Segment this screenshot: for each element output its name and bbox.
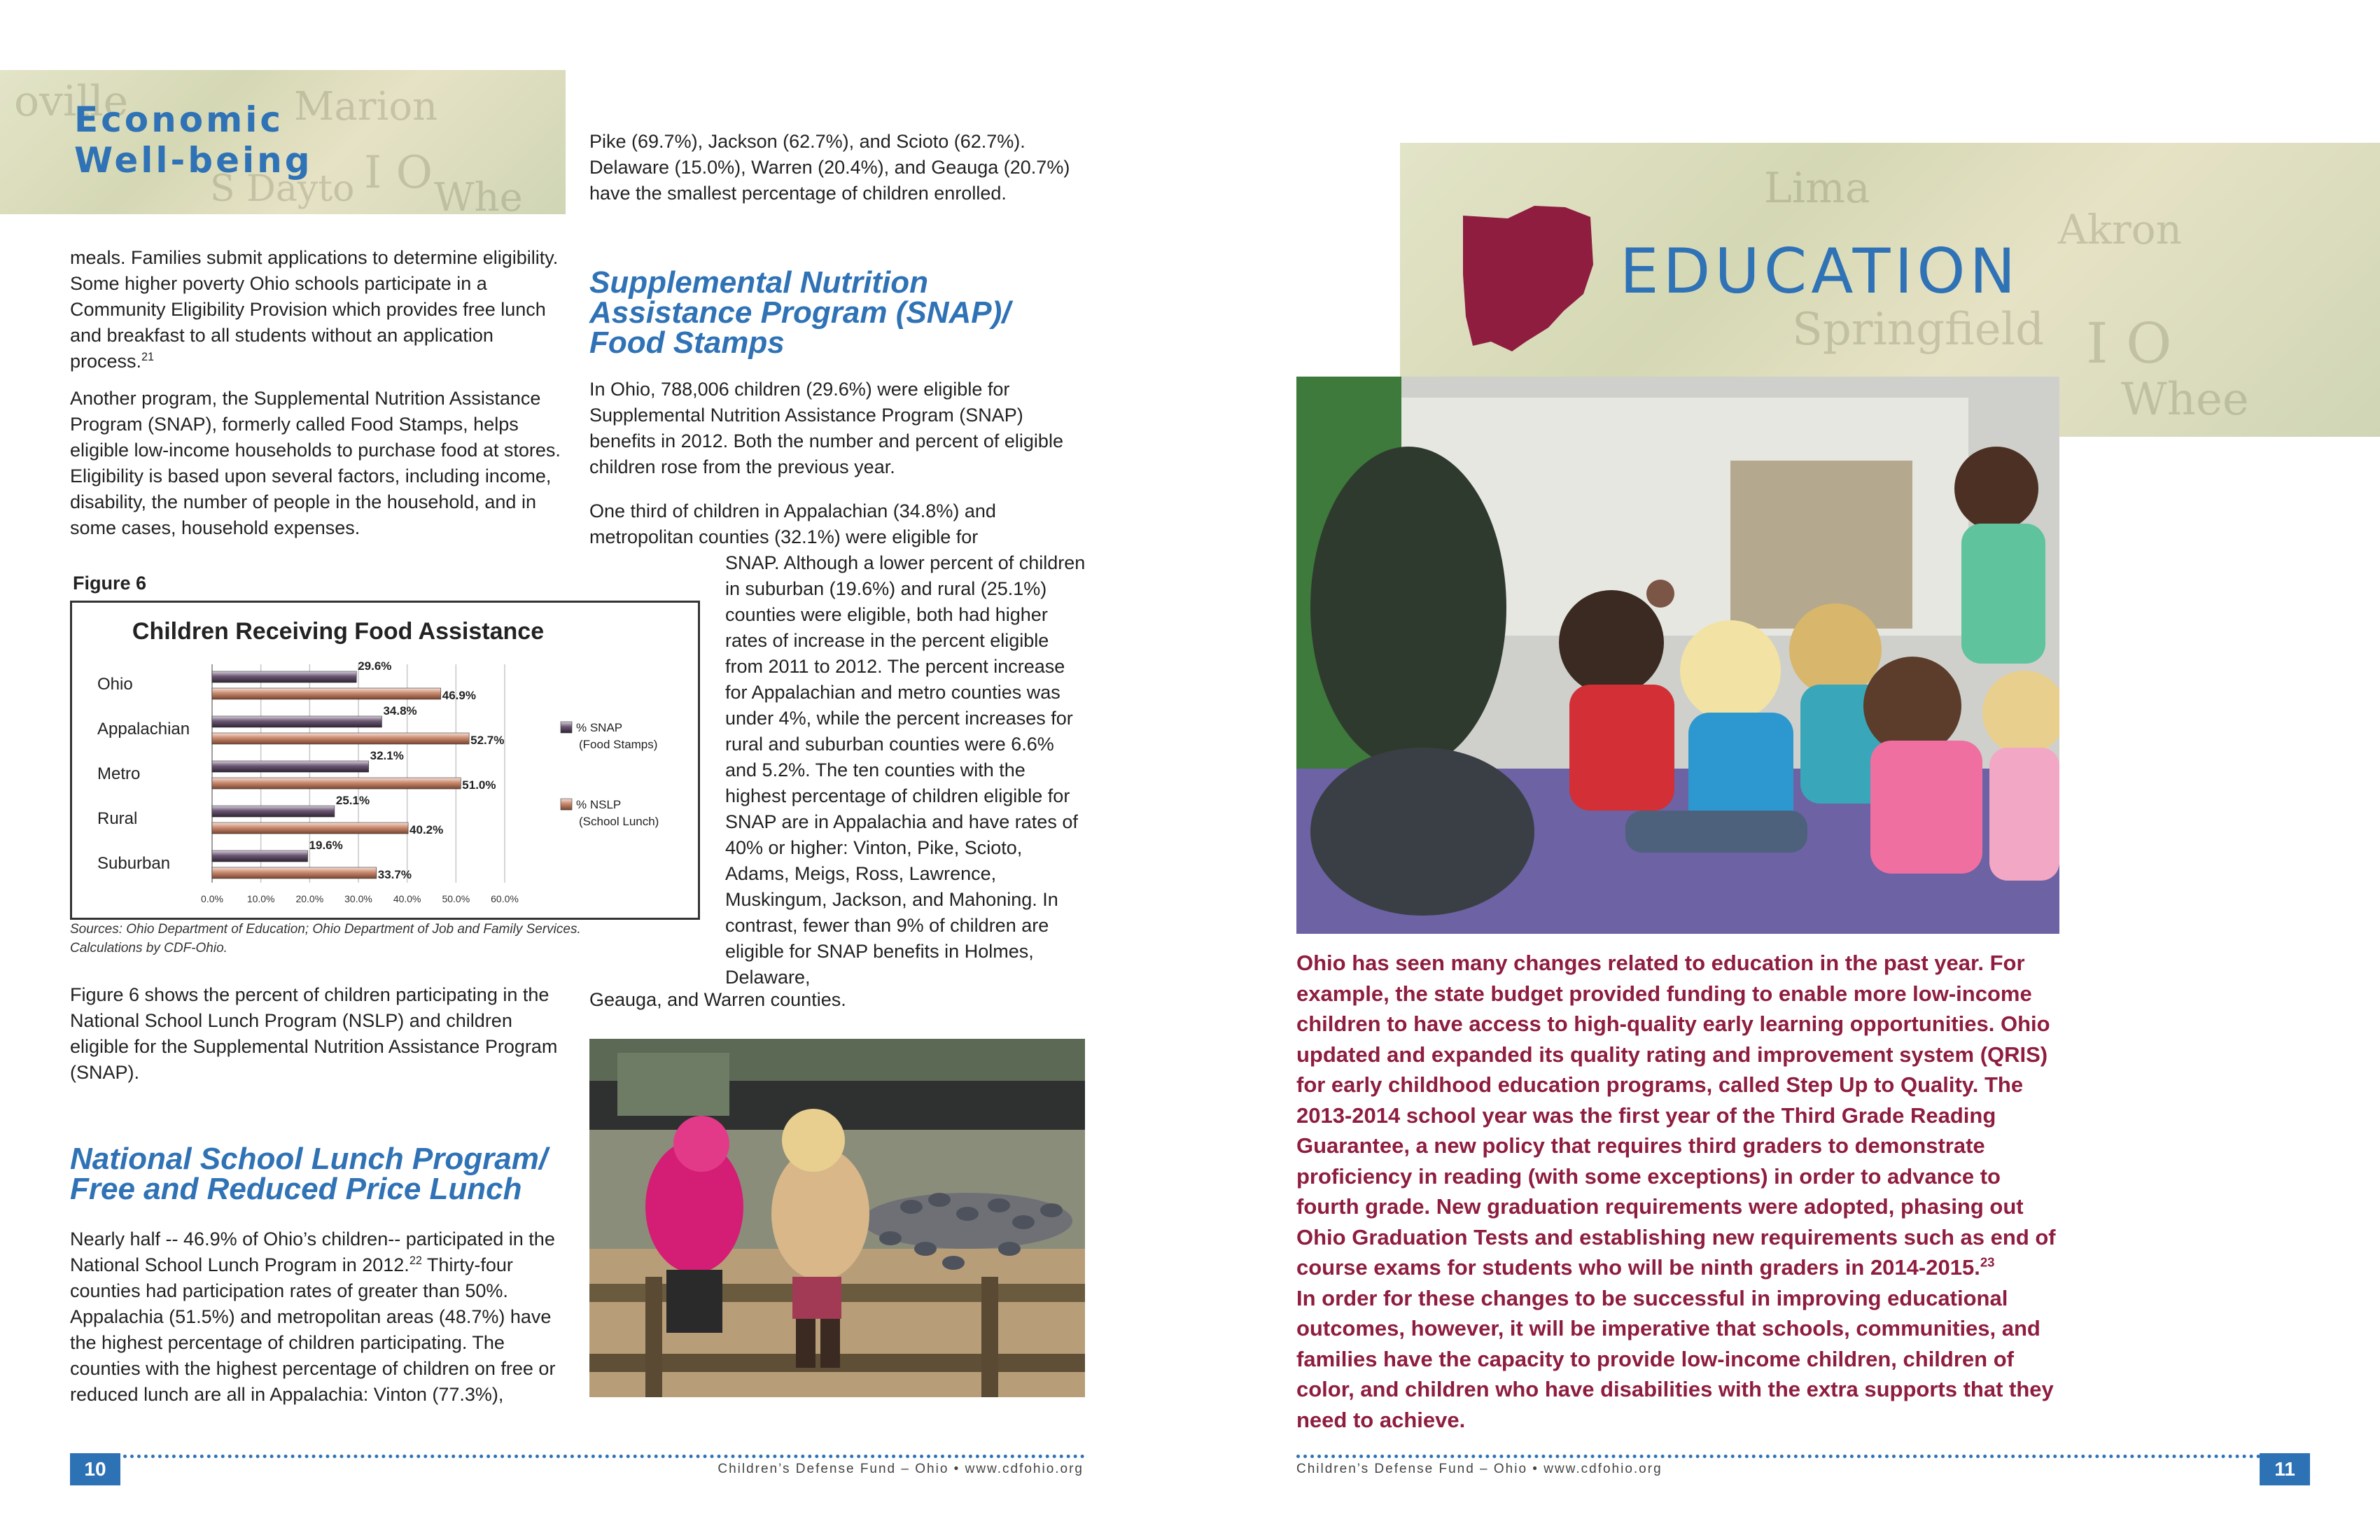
chart-bar [212,716,382,727]
chart-data-label: 25.1% [335,794,370,807]
footer-text-left: Children’s Defense Fund – Ohio • www.cdfohio.org [718,1462,1084,1476]
footer-divider-left [123,1455,1085,1458]
footer-divider-right [1296,1455,2268,1458]
chart-data-label: 46.9% [442,689,476,702]
chart-bar [212,778,461,789]
chart-category-label: Ohio [97,675,133,694]
chart-bar [212,688,441,699]
nslp-paragraph: Nearly half -- 46.9% of Ohio’s children-- participated in the National School Lunch Program in 2012.22 Thirty-four counties had participation rates of greater than 50%. Appalachia (51.5%) and metropolitan areas (48.7%) have the highest percentage of children participating. The counties with the highest percentage of children on free or reduced lunch are all in Appalachia: Vinton (77.3%), [70,1228,556,1405]
chart-x-tick-label: 50.0% [442,893,470,904]
chart-x-tick-label: 10.0% [246,893,275,904]
col1-paragraph-1: meals. Families submit applications to determine eligibility. Some higher poverty Ohio schools participate in a Community Eligibility Provision which provides free lunch and breakfast to all students without an application process.$^{21}$ [70,247,559,372]
snap-paragraph-2-top: One third of children in Appalachian (34.8%) and metropolitan counties (32.1%) were eligible for [589,500,996,547]
nslp-heading: National School Lunch Program/ Free and Reduced Price Lunch [70,1142,548,1206]
chart-bar [212,733,469,744]
chart-legend-swatch [561,799,572,810]
figure-label: Figure 6 [73,573,147,594]
classroom-children-photo [1296,377,2059,934]
snap-paragraph-1: In Ohio, 788,006 children (29.6%) were eligible for Supplemental Nutrition Assistance Program (SNAP) benefits in 2012. Both the number and percent of eligible children rose from the previous year. [589,379,1063,477]
chart-category-label: Appalachian [97,720,190,738]
chart-bar [212,867,377,878]
col2-top-paragraph: Pike (69.7%), Jackson (62.7%), and Scioto (62.7%). Delaware (15.0%), Warren (20.4%), and Geauga (20.7%) have the smallest percentage of children enrolled. [589,131,1070,204]
chart-x-tick-label: 30.0% [344,893,372,904]
chart-x-tick-label: 60.0% [491,893,519,904]
page-number-left: 10 [70,1453,120,1485]
chart-x-tick-label: 20.0% [295,893,324,904]
chart-data-label: 34.8% [383,704,417,718]
chart-legend-label: (School Lunch) [579,815,659,828]
chart-bar [212,761,369,772]
chart-legend-swatch [561,722,572,733]
figure-sources: Sources: Ohio Department of Education; Ohio Department of Job and Family Services. Calculations by CDF-Ohio. [70,922,581,955]
footer-text-right: Children’s Defense Fund – Ohio • www.cdfohio.org [1296,1462,1662,1476]
chart-bar [212,822,408,834]
chart-title: Children Receiving Food Assistance [132,618,545,645]
chart-bar [212,671,356,682]
chart-bar [212,850,308,862]
chart-data-label: 29.6% [358,659,392,673]
chart-x-tick-label: 40.0% [393,893,421,904]
chart-legend-label: (Food Stamps) [579,738,658,751]
chart-data-label: 33.7% [377,868,412,881]
chart-category-label: Rural [97,809,138,828]
chart-bar [212,806,335,817]
chart-data-label: 19.6% [309,839,343,852]
children-pigeons-photo [589,1039,1085,1397]
chart-category-label: Metro [97,764,141,783]
chart-x-tick-label: 0.0% [201,893,223,904]
col1-paragraph-2: Another program, the Supplemental Nutrition Assistance Program (SNAP), formerly called Food Stamps, helps eligible low-income households to purchase food at stores. Eligibility is based upon several factors, including income, disability, the number of people in the household, and in some cases, household expenses. [70,388,561,538]
education-body: Ohio has seen many changes related to education in the past year. For example, the state budget provided funding to enable more low-income children to have access to high-quality early learning opportunities. Ohio updated and expanded its quality rating and improvement system (QRIS) for early childhood education programs, called Step Up to Quality. The 2013-2014 school year was the first year of the Third Grade Reading Guarantee, a new policy that requires third graders to demonstrate proficiency in reading (with some exceptions) in order to advance to fourth grade. New graduation requirements were adopted, phasing out Ohio Graduation Tests and establishing new requirements such as end of course exams for students who will be ninth graders in 2014-2015.23 In order for these changes to be successful in improving educational outcomes, however, it will be imperative that schools, communities, and families have the capacity to provide low-income children, children of color, and children who have disabilities with the extra supports that they need to achieve. [1296,951,2056,1432]
chart-data-label: 52.7% [470,734,505,747]
chart-data-label: 40.2% [410,823,444,836]
education-header-banner: Lima Akron Springfield I O Whee [1400,143,2380,437]
snap-paragraph-2-last: Geauga, and Warren counties. [589,989,846,1010]
education-title: EDUCATION [1620,235,2020,307]
chart-category-label: Suburban [97,854,171,873]
section-title: Economic Well-being [74,99,313,181]
chart-data-label: 51.0% [462,778,496,792]
ohio-state-icon [1459,204,1599,353]
col1-paragraph-3: Figure 6 shows the percent of children participating in the National School Lunch Program (NSLP) and children eligible for the Supplemental Nutrition Assistance Program (SNAP). [70,984,558,1083]
col1-text-top [70,245,567,552]
figure-6-chart [70,601,700,920]
chart-legend-label: % SNAP [576,721,623,734]
food-assistance-chart [72,603,698,918]
economic-header-banner: oville Marion I O S Dayto Whe [0,70,566,214]
chart-legend-label: % NSLP [576,798,622,811]
snap-heading: Supplemental Nutrition Assistance Program (SNAP)/ Food Stamps [589,265,1011,360]
snap-paragraph-2-indented: SNAP. Although a lower percent of children in suburban (19.6%) and rural (25.1%) counties were eligible, both had higher rates of increase in the percent eligible from 2011 to 2012. The percent increase for Appalachian and metro counties was under 4%, while the percent increases for rural and suburban counties were 6.6% and 5.2%. The ten counties with the highest percentage of children eligible for SNAP are in Appalachia and have rates of 40% or higher: Vinton, Pike, Scioto, Adams, Meigs, Ross, Lawrence, Muskingum, Jackson, and Mahoning. In contrast, fewer than 9% of children are eligible for SNAP benefits in Holmes, Delaware, [725,552,1086,988]
chart-data-label: 32.1% [370,749,404,762]
page-number-right: 11 [2260,1453,2310,1485]
